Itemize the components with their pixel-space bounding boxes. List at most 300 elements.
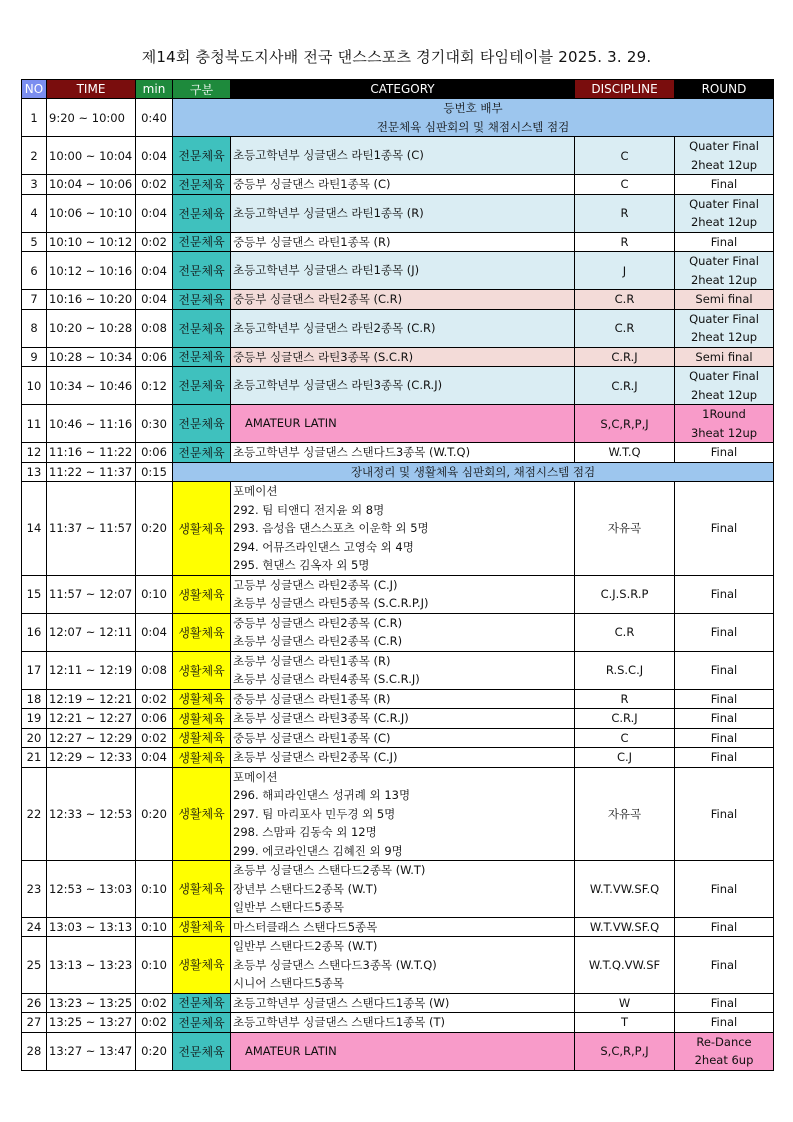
category-cell bbox=[231, 861, 575, 918]
category-line: 299. 에코라인댄스 김혜진 외 9명 bbox=[233, 843, 403, 858]
row-number: 14 bbox=[22, 482, 47, 576]
category-type-badge: 전문체육 bbox=[173, 232, 231, 252]
round-cell bbox=[675, 613, 774, 651]
round-cell bbox=[675, 728, 774, 748]
row-number: 11 bbox=[22, 405, 47, 443]
table-row bbox=[22, 309, 774, 347]
row-time: 10:16 ~ 10:20 bbox=[47, 290, 136, 310]
round-cell bbox=[675, 861, 774, 918]
round-cell bbox=[675, 252, 774, 290]
category-cell bbox=[231, 575, 575, 613]
round-line: Final bbox=[710, 234, 738, 249]
row-number: 21 bbox=[22, 748, 47, 768]
category-line: 일반부 스탠다드5종목 bbox=[233, 900, 344, 914]
category-line: 일반부 스탠다드2종목 (W.T) bbox=[233, 939, 378, 953]
category-cell bbox=[231, 613, 575, 651]
round-line: Final bbox=[710, 711, 738, 725]
row-number: 19 bbox=[22, 709, 47, 729]
discipline-cell: C bbox=[575, 175, 675, 195]
category-cell bbox=[231, 232, 575, 252]
category-line: 중등부 싱글댄스 라틴2종목 (C.R) bbox=[233, 615, 403, 630]
category-type-badge: 생활체육 bbox=[173, 767, 231, 861]
category-line: 고등부 싱글댄스 라틴2종목 (C.J) bbox=[233, 577, 398, 592]
discipline-cell: S,C,R,P,J bbox=[575, 1032, 675, 1070]
discipline-cell: C.R.J bbox=[575, 709, 675, 729]
discipline-cell: W bbox=[575, 993, 675, 1013]
category-line: 초등부 싱글댄스 라틴2종목 (C.R) bbox=[233, 634, 403, 648]
discipline-cell: R bbox=[575, 232, 675, 252]
row-number: 23 bbox=[22, 861, 47, 918]
category-cell bbox=[231, 405, 575, 443]
timetable bbox=[21, 79, 774, 1071]
round-line: 3heat 12up bbox=[690, 425, 758, 440]
round-line: Final bbox=[710, 624, 738, 639]
discipline-cell: T bbox=[575, 1013, 675, 1033]
row-number: 24 bbox=[22, 917, 47, 937]
row-minutes: 0:02 bbox=[136, 728, 173, 748]
row-time: 10:34 ~ 10:46 bbox=[47, 367, 136, 405]
row-minutes: 0:04 bbox=[136, 748, 173, 768]
category-cell bbox=[231, 309, 575, 347]
round-line: Final bbox=[710, 1015, 738, 1029]
round-cell bbox=[675, 709, 774, 729]
discipline-cell: C.R bbox=[575, 309, 675, 347]
round-line: Final bbox=[710, 177, 738, 191]
category-line: 초등고학년부 싱글댄스 라틴1종목 (R) bbox=[233, 205, 424, 220]
category-cell bbox=[231, 1013, 575, 1033]
row-number: 6 bbox=[22, 252, 47, 290]
table-row bbox=[22, 917, 774, 937]
round-cell bbox=[675, 194, 774, 232]
header-discipline: DISCIPLINE bbox=[575, 80, 675, 99]
round-line: 1Round bbox=[702, 407, 746, 421]
category-type-badge: 생활체육 bbox=[173, 613, 231, 651]
category-cell bbox=[231, 689, 575, 709]
discipline-cell: W.T.VW.SF.Q bbox=[575, 917, 675, 937]
category-type-badge: 생활체육 bbox=[173, 651, 231, 689]
table-row bbox=[22, 861, 774, 918]
table-row bbox=[22, 1013, 774, 1033]
category-type-badge: 전문체육 bbox=[173, 347, 231, 367]
table-row bbox=[22, 709, 774, 729]
discipline-cell: S,C,R,P,J bbox=[575, 405, 675, 443]
round-line: Final bbox=[710, 750, 738, 764]
category-line: 중등부 싱글댄스 라틴1종목 (R) bbox=[233, 234, 391, 249]
round-cell bbox=[675, 347, 774, 367]
category-line: AMATEUR LATIN bbox=[245, 416, 337, 431]
row-time: 12:33 ~ 12:53 bbox=[47, 767, 136, 861]
category-type-badge: 전문체육 bbox=[173, 993, 231, 1013]
discipline-cell: C.R.J bbox=[575, 367, 675, 405]
round-line: Final bbox=[710, 957, 738, 972]
category-type-badge: 전문체육 bbox=[173, 175, 231, 195]
category-line: 포메이션 bbox=[233, 484, 278, 498]
table-row bbox=[22, 443, 774, 463]
row-minutes: 0:02 bbox=[136, 993, 173, 1013]
category-line: 294. 어뮤즈라인댄스 고영숙 외 4명 bbox=[233, 539, 414, 554]
table-row bbox=[22, 767, 774, 861]
round-cell bbox=[675, 137, 774, 175]
row-number: 12 bbox=[22, 443, 47, 463]
row-minutes: 0:06 bbox=[136, 443, 173, 463]
round-line: Quater Final bbox=[689, 311, 759, 326]
row-minutes: 0:04 bbox=[136, 290, 173, 310]
row-time: 13:27 ~ 13:47 bbox=[47, 1032, 136, 1070]
row-time: 12:27 ~ 12:29 bbox=[47, 728, 136, 748]
row-number: 18 bbox=[22, 689, 47, 709]
row-time: 10:12 ~ 10:16 bbox=[47, 252, 136, 290]
row-time: 11:16 ~ 11:22 bbox=[47, 443, 136, 463]
row-time: 10:20 ~ 10:28 bbox=[47, 309, 136, 347]
header-time: TIME bbox=[47, 80, 136, 99]
row-minutes: 0:12 bbox=[136, 367, 173, 405]
row-minutes: 0:04 bbox=[136, 137, 173, 175]
row-time: 9:20 ~ 10:00 bbox=[47, 99, 136, 137]
category-line: 298. 스맘파 김동숙 외 12명 bbox=[233, 825, 377, 839]
table-row bbox=[22, 137, 774, 175]
header-no: NO bbox=[22, 80, 47, 99]
category-line: 초등부 싱글댄스 라틴3종목 (C.R.J) bbox=[233, 711, 409, 725]
discipline-cell: C.J bbox=[575, 748, 675, 768]
row-number: 17 bbox=[22, 651, 47, 689]
discipline-cell: C.J.S.R.P bbox=[575, 575, 675, 613]
discipline-cell: W.T.VW.SF.Q bbox=[575, 861, 675, 918]
row-number: 15 bbox=[22, 575, 47, 613]
row-time: 13:25 ~ 13:27 bbox=[47, 1013, 136, 1033]
row-minutes: 0:04 bbox=[136, 194, 173, 232]
notice-line: 등번호 배부 bbox=[443, 101, 503, 115]
category-type-badge: 전문체육 bbox=[173, 405, 231, 443]
table-row bbox=[22, 728, 774, 748]
header-gubun: 구분 bbox=[173, 80, 231, 99]
notice-line: 전문체육 심판회의 및 채점시스템 점검 bbox=[376, 119, 570, 134]
category-type-badge: 생활체육 bbox=[173, 748, 231, 768]
table-row bbox=[22, 651, 774, 689]
discipline-cell: 자유곡 bbox=[575, 767, 675, 861]
round-line: Quater Final bbox=[689, 369, 759, 383]
category-cell bbox=[231, 482, 575, 576]
round-cell bbox=[675, 1013, 774, 1033]
round-cell bbox=[675, 175, 774, 195]
category-line: 초등부 싱글댄스 스탠다드3종목 (W.T.Q) bbox=[233, 957, 437, 972]
category-line: 초등부 싱글댄스 라틴4종목 (S.C.R.J) bbox=[233, 672, 420, 686]
round-line: Final bbox=[710, 881, 738, 896]
row-number: 9 bbox=[22, 347, 47, 367]
category-line: 중등부 싱글댄스 라틴1종목 (R) bbox=[233, 691, 391, 706]
category-cell bbox=[231, 651, 575, 689]
table-row bbox=[22, 99, 774, 137]
category-type-badge: 생활체육 bbox=[173, 917, 231, 937]
round-line: 2heat 6up bbox=[694, 1053, 754, 1067]
category-line: 초등고학년부 싱글댄스 라틴2종목 (C.R) bbox=[233, 320, 436, 335]
table-row bbox=[22, 194, 774, 232]
category-type-badge: 전문체육 bbox=[173, 1013, 231, 1033]
round-cell bbox=[675, 575, 774, 613]
discipline-cell: C bbox=[575, 728, 675, 748]
discipline-cell: W.T.Q bbox=[575, 443, 675, 463]
row-time: 10:10 ~ 10:12 bbox=[47, 232, 136, 252]
row-time: 12:29 ~ 12:33 bbox=[47, 748, 136, 768]
row-minutes: 0:20 bbox=[136, 482, 173, 576]
table-row bbox=[22, 232, 774, 252]
category-line: 초등부 싱글댄스 라틴5종목 (S.C.R.P.J) bbox=[233, 596, 429, 610]
round-line: Final bbox=[710, 586, 738, 601]
category-line: 초등부 싱글댄스 라틴2종목 (C.J) bbox=[233, 750, 398, 764]
category-type-badge: 전문체육 bbox=[173, 137, 231, 175]
round-cell bbox=[675, 367, 774, 405]
category-type-badge: 생활체육 bbox=[173, 861, 231, 918]
round-line: Final bbox=[710, 995, 738, 1010]
discipline-cell: C.R.J bbox=[575, 347, 675, 367]
category-line: 296. 해피라인댄스 성귀례 외 13명 bbox=[233, 788, 411, 802]
header-round: ROUND bbox=[675, 80, 774, 99]
table-row bbox=[22, 347, 774, 367]
category-cell bbox=[231, 709, 575, 729]
row-time: 12:07 ~ 12:11 bbox=[47, 613, 136, 651]
row-number: 16 bbox=[22, 613, 47, 651]
header-row bbox=[22, 80, 774, 99]
round-line: Final bbox=[710, 521, 738, 535]
category-line: 마스터클래스 스탠다드5종목 bbox=[233, 919, 378, 934]
row-time: 13:23 ~ 13:25 bbox=[47, 993, 136, 1013]
round-line: Final bbox=[710, 806, 738, 821]
round-cell bbox=[675, 937, 774, 994]
category-line: 초등고학년부 싱글댄스 스탠다드1종목 (T) bbox=[233, 1015, 446, 1029]
category-cell bbox=[231, 194, 575, 232]
discipline-cell: R bbox=[575, 194, 675, 232]
category-cell bbox=[231, 443, 575, 463]
table-row bbox=[22, 613, 774, 651]
row-minutes: 0:10 bbox=[136, 861, 173, 918]
discipline-cell: J bbox=[575, 252, 675, 290]
row-time: 13:13 ~ 13:23 bbox=[47, 937, 136, 994]
notice-cell bbox=[173, 99, 774, 137]
table-row bbox=[22, 405, 774, 443]
category-type-badge: 전문체육 bbox=[173, 443, 231, 463]
category-type-badge: 전문체육 bbox=[173, 367, 231, 405]
row-minutes: 0:08 bbox=[136, 651, 173, 689]
category-cell bbox=[231, 290, 575, 310]
category-line: AMATEUR LATIN bbox=[245, 1043, 337, 1058]
category-type-badge: 전문체육 bbox=[173, 309, 231, 347]
round-line: Final bbox=[710, 919, 738, 934]
discipline-cell: 자유곡 bbox=[575, 482, 675, 576]
category-cell bbox=[231, 347, 575, 367]
round-cell bbox=[675, 1032, 774, 1070]
category-cell bbox=[231, 993, 575, 1013]
category-cell bbox=[231, 728, 575, 748]
row-number: 5 bbox=[22, 232, 47, 252]
category-type-badge: 생활체육 bbox=[173, 575, 231, 613]
round-line: Final bbox=[710, 445, 738, 459]
row-time: 10:06 ~ 10:10 bbox=[47, 194, 136, 232]
category-line: 중등부 싱글댄스 라틴3종목 (S.C.R) bbox=[233, 349, 414, 364]
row-time: 10:28 ~ 10:34 bbox=[47, 347, 136, 367]
round-cell bbox=[675, 748, 774, 768]
round-cell bbox=[675, 482, 774, 576]
category-line: 초등고학년부 싱글댄스 라틴1종목 (J) bbox=[233, 263, 420, 278]
round-line: Quater Final bbox=[689, 254, 759, 268]
row-number: 1 bbox=[22, 99, 47, 137]
header-min: min bbox=[136, 80, 173, 99]
table-row bbox=[22, 993, 774, 1013]
category-type-badge: 생활체육 bbox=[173, 937, 231, 994]
category-line: 292. 팀 티앤디 전지윤 외 8명 bbox=[233, 502, 385, 517]
category-cell bbox=[231, 917, 575, 937]
category-line: 293. 음성읍 댄스스포츠 이운학 외 5명 bbox=[233, 521, 429, 535]
category-line: 중등부 싱글댄스 라틴2종목 (C.R) bbox=[233, 292, 403, 306]
round-line: Semi final bbox=[695, 349, 753, 364]
row-minutes: 0:15 bbox=[136, 462, 173, 482]
round-line: Final bbox=[710, 691, 738, 706]
category-type-badge: 생활체육 bbox=[173, 482, 231, 576]
table-row bbox=[22, 482, 774, 576]
round-cell bbox=[675, 651, 774, 689]
round-cell bbox=[675, 767, 774, 861]
category-type-badge: 전문체육 bbox=[173, 194, 231, 232]
round-line: 2heat 12up bbox=[690, 272, 758, 287]
row-minutes: 0:30 bbox=[136, 405, 173, 443]
category-line: 포메이션 bbox=[233, 769, 278, 784]
row-minutes: 0:02 bbox=[136, 1013, 173, 1033]
row-minutes: 0:02 bbox=[136, 232, 173, 252]
notice-line: 장내정리 및 생활체육 심판회의, 채점시스템 점검 bbox=[350, 464, 596, 479]
category-type-badge: 전문체육 bbox=[173, 290, 231, 310]
category-type-badge: 전문체육 bbox=[173, 1032, 231, 1070]
category-line: 초등고학년부 싱글댄스 스탠다드3종목 (W.T.Q) bbox=[233, 445, 471, 459]
category-line: 295. 현댄스 김옥자 외 5명 bbox=[233, 558, 370, 572]
row-number: 27 bbox=[22, 1013, 47, 1033]
discipline-cell: R.S.C.J bbox=[575, 651, 675, 689]
category-cell bbox=[231, 937, 575, 994]
row-time: 11:37 ~ 11:57 bbox=[47, 482, 136, 576]
row-number: 26 bbox=[22, 993, 47, 1013]
round-line: Re-Dance bbox=[696, 1034, 752, 1049]
category-cell bbox=[231, 1032, 575, 1070]
row-minutes: 0:10 bbox=[136, 917, 173, 937]
round-cell bbox=[675, 309, 774, 347]
table-row bbox=[22, 937, 774, 994]
category-line: 초등고학년부 싱글댄스 라틴3종목 (C.R.J) bbox=[233, 378, 443, 393]
round-line: Final bbox=[710, 730, 738, 745]
row-minutes: 0:10 bbox=[136, 575, 173, 613]
row-minutes: 0:02 bbox=[136, 689, 173, 709]
row-number: 13 bbox=[22, 462, 47, 482]
round-cell bbox=[675, 443, 774, 463]
header-category: CATEGORY bbox=[231, 80, 575, 99]
row-number: 28 bbox=[22, 1032, 47, 1070]
category-line: 장년부 스탠다드2종목 (W.T) bbox=[233, 881, 378, 896]
category-type-badge: 전문체육 bbox=[173, 252, 231, 290]
row-minutes: 0:08 bbox=[136, 309, 173, 347]
category-line: 초등부 싱글댄스 스탠다드2종목 (W.T) bbox=[233, 863, 426, 877]
round-cell bbox=[675, 405, 774, 443]
row-number: 2 bbox=[22, 137, 47, 175]
round-line: Quater Final bbox=[689, 139, 759, 153]
row-number: 7 bbox=[22, 290, 47, 310]
table-row bbox=[22, 175, 774, 195]
row-time: 11:57 ~ 12:07 bbox=[47, 575, 136, 613]
category-cell bbox=[231, 748, 575, 768]
discipline-cell: C bbox=[575, 137, 675, 175]
category-line: 중등부 싱글댄스 라틴1종목 (C) bbox=[233, 177, 391, 191]
row-number: 8 bbox=[22, 309, 47, 347]
category-line: 중등부 싱글댄스 라틴1종목 (C) bbox=[233, 730, 391, 745]
round-cell bbox=[675, 689, 774, 709]
category-type-badge: 생활체육 bbox=[173, 689, 231, 709]
table-row bbox=[22, 290, 774, 310]
round-line: Semi final bbox=[695, 292, 753, 306]
discipline-cell: C.R bbox=[575, 613, 675, 651]
discipline-cell: C.R bbox=[575, 290, 675, 310]
category-line: 297. 팀 마리포사 민두경 외 5명 bbox=[233, 806, 396, 821]
row-minutes: 0:04 bbox=[136, 252, 173, 290]
table-row bbox=[22, 1032, 774, 1070]
category-cell bbox=[231, 252, 575, 290]
row-number: 4 bbox=[22, 194, 47, 232]
table-row bbox=[22, 748, 774, 768]
round-cell bbox=[675, 993, 774, 1013]
row-time: 12:53 ~ 13:03 bbox=[47, 861, 136, 918]
category-cell bbox=[231, 137, 575, 175]
category-type-badge: 생활체육 bbox=[173, 709, 231, 729]
round-line: 2heat 12up bbox=[690, 215, 758, 229]
category-type-badge: 생활체육 bbox=[173, 728, 231, 748]
category-line: 초등고학년부 싱글댄스 라틴1종목 (C) bbox=[233, 148, 424, 163]
row-minutes: 0:20 bbox=[136, 1032, 173, 1070]
round-line: Final bbox=[710, 662, 738, 677]
row-time: 10:04 ~ 10:06 bbox=[47, 175, 136, 195]
table-row bbox=[22, 462, 774, 482]
discipline-cell: R bbox=[575, 689, 675, 709]
row-time: 10:46 ~ 11:16 bbox=[47, 405, 136, 443]
category-line: 초등부 싱글댄스 라틴1종목 (R) bbox=[233, 653, 391, 668]
round-line: Quater Final bbox=[689, 196, 759, 211]
row-time: 12:11 ~ 12:19 bbox=[47, 651, 136, 689]
category-line: 시니어 스탠다드5종목 bbox=[233, 976, 344, 990]
row-number: 20 bbox=[22, 728, 47, 748]
discipline-cell: W.T.Q.VW.SF bbox=[575, 937, 675, 994]
row-minutes: 0:06 bbox=[136, 347, 173, 367]
row-time: 11:22 ~ 11:37 bbox=[47, 462, 136, 482]
category-cell bbox=[231, 767, 575, 861]
row-number: 22 bbox=[22, 767, 47, 861]
row-number: 10 bbox=[22, 367, 47, 405]
round-line: 2heat 12up bbox=[690, 157, 758, 172]
row-minutes: 0:04 bbox=[136, 613, 173, 651]
table-row bbox=[22, 689, 774, 709]
row-time: 12:19 ~ 12:21 bbox=[47, 689, 136, 709]
round-cell bbox=[675, 917, 774, 937]
category-cell bbox=[231, 367, 575, 405]
row-minutes: 0:40 bbox=[136, 99, 173, 137]
table-row bbox=[22, 367, 774, 405]
row-number: 3 bbox=[22, 175, 47, 195]
row-time: 10:00 ~ 10:04 bbox=[47, 137, 136, 175]
row-minutes: 0:06 bbox=[136, 709, 173, 729]
timetable-body bbox=[22, 99, 774, 1071]
row-time: 12:21 ~ 12:27 bbox=[47, 709, 136, 729]
category-cell bbox=[231, 175, 575, 195]
row-minutes: 0:02 bbox=[136, 175, 173, 195]
round-cell bbox=[675, 290, 774, 310]
table-row bbox=[22, 575, 774, 613]
row-time: 13:03 ~ 13:13 bbox=[47, 917, 136, 937]
row-number: 25 bbox=[22, 937, 47, 994]
round-line: 2heat 12up bbox=[690, 330, 758, 344]
row-minutes: 0:10 bbox=[136, 937, 173, 994]
row-minutes: 0:20 bbox=[136, 767, 173, 861]
